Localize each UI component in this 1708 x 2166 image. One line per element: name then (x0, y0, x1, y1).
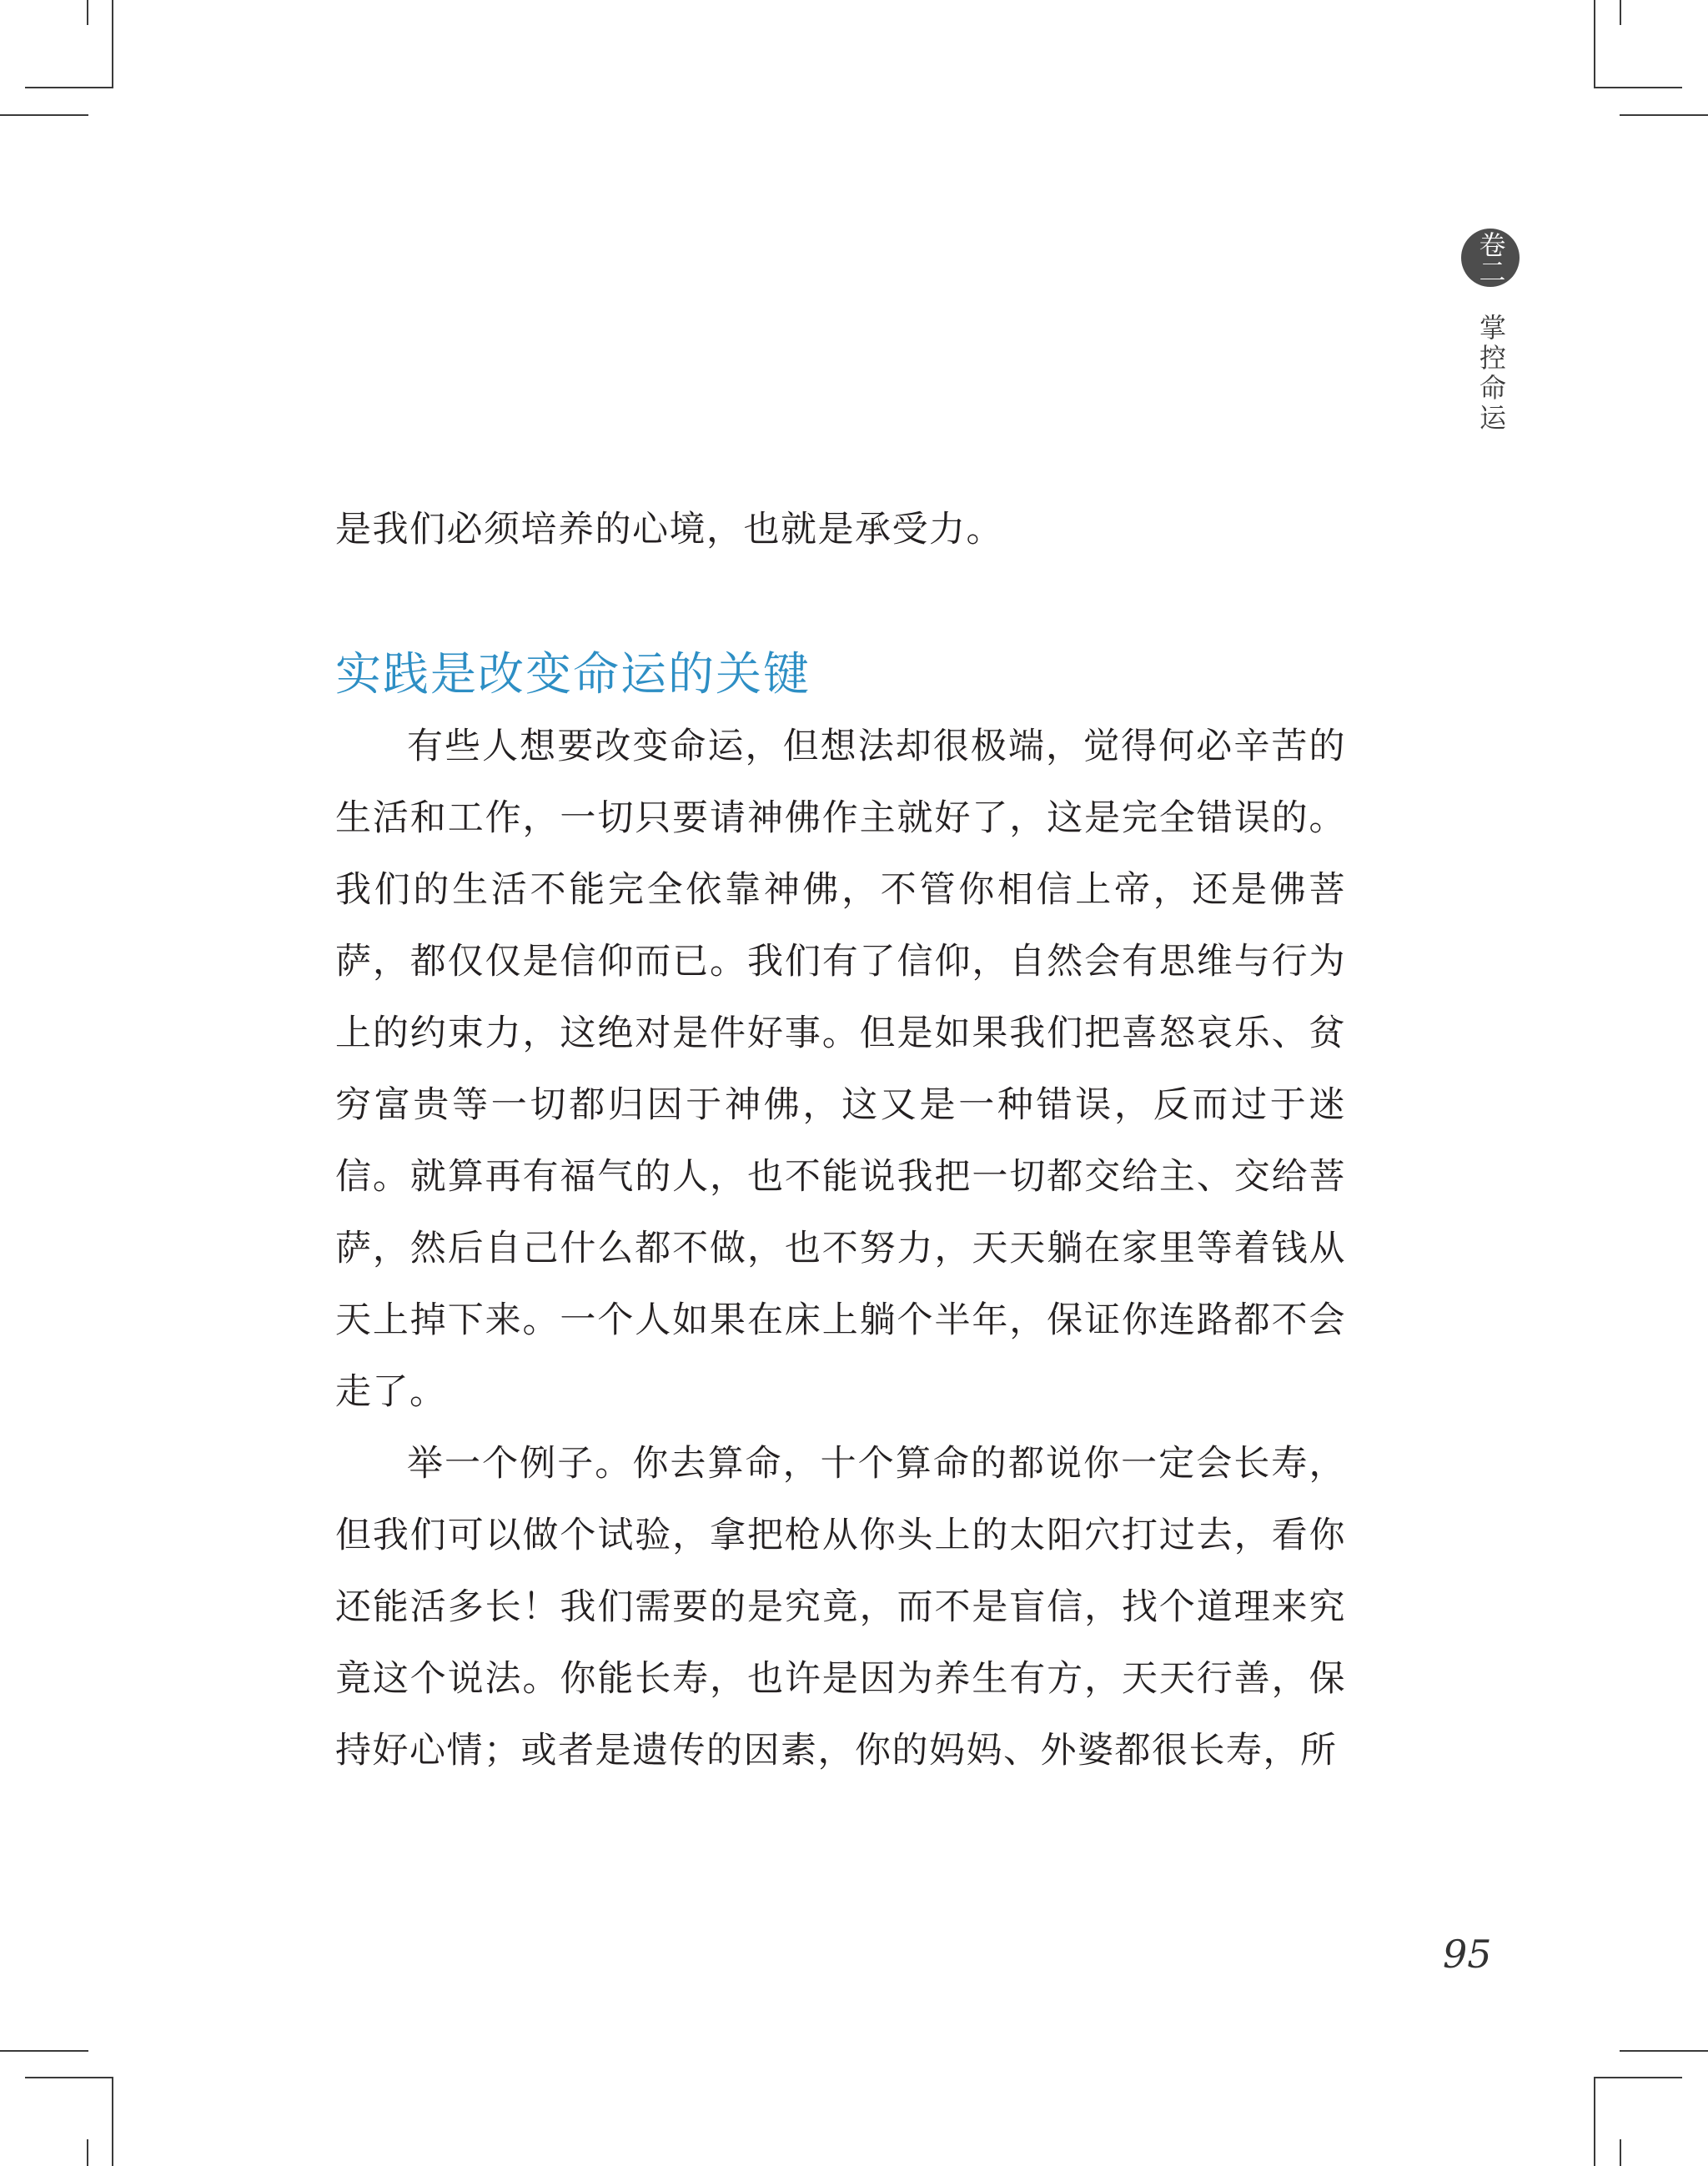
crop-mark-bottom-right-outer (1620, 2050, 1708, 2052)
crop-mark-top-right-horizontal (1594, 87, 1682, 88)
crop-mark-top-left-vertical (112, 0, 113, 87)
lead-line: 是我们必须培养的心境，也就是承受力。 (335, 509, 1003, 550)
paragraph: 有些人想要改变命运，但想法却很极端，觉得何必辛苦的生活和工作，一切只要请神佛作主就好了，这是完全错误的。我们的生活不能完全依靠神佛，不管你相信上帝，还是佛菩萨，都仅仅是信仰而已。我们有了信仰，自然会有思维与行为上的约束力，这绝对是件好事。但是如果我们把喜怒哀乐、贫穷富贵等一切都归因于神佛，这又是一种错误，反而过于迷信。就算再有福气的人，也不能说我把一切都交给主、交给菩萨，然后自己什么都不做，也不努力，天天躺在家里等着钱从天上掉下来。一个人如果在床上躺个半年，保证你连路都不会走了。 (335, 726, 1346, 1413)
crop-mark-bottom-right-horizontal (1594, 2077, 1682, 2078)
paragraph: 举一个例子。你去算命，十个算命的都说你一定会长寿，但我们可以做个试验，拿把枪从你头上的太阳穴打过去，看你还能活多长！我们需要的是究竟，而不是盲信，找个道理来究竟这个说法。你能长寿，也许是因为养生有方，天天行善，保持好心情；或者是遗传的因素，你的妈妈、外婆都很长寿，所 (335, 1443, 1346, 1771)
section-heading: 实践是改变命运的关键 (335, 647, 811, 701)
crop-mark-top-left-horizontal (25, 87, 113, 88)
crop-mark-bottom-right-outer-vertical (1620, 2139, 1621, 2166)
page-number: 95 (1443, 1932, 1492, 1977)
crop-mark-top-left-outer-vertical (87, 0, 88, 25)
crop-mark-bottom-left-outer-vertical (87, 2139, 88, 2166)
crop-mark-top-right-vertical (1594, 0, 1595, 87)
crop-mark-bottom-left-horizontal (25, 2077, 113, 2078)
body-text (335, 711, 1346, 1787)
chapter-title: 掌控命运 (1475, 314, 1507, 434)
crop-mark-top-right-outer (1620, 114, 1708, 116)
chapter-badge: 卷二 (1461, 229, 1520, 287)
crop-mark-bottom-left-vertical (112, 2077, 113, 2166)
crop-mark-bottom-right-vertical (1594, 2077, 1595, 2166)
crop-mark-top-left-outer (0, 114, 88, 116)
crop-mark-bottom-left-outer (0, 2050, 88, 2052)
crop-mark-top-right-outer-vertical (1620, 0, 1621, 25)
